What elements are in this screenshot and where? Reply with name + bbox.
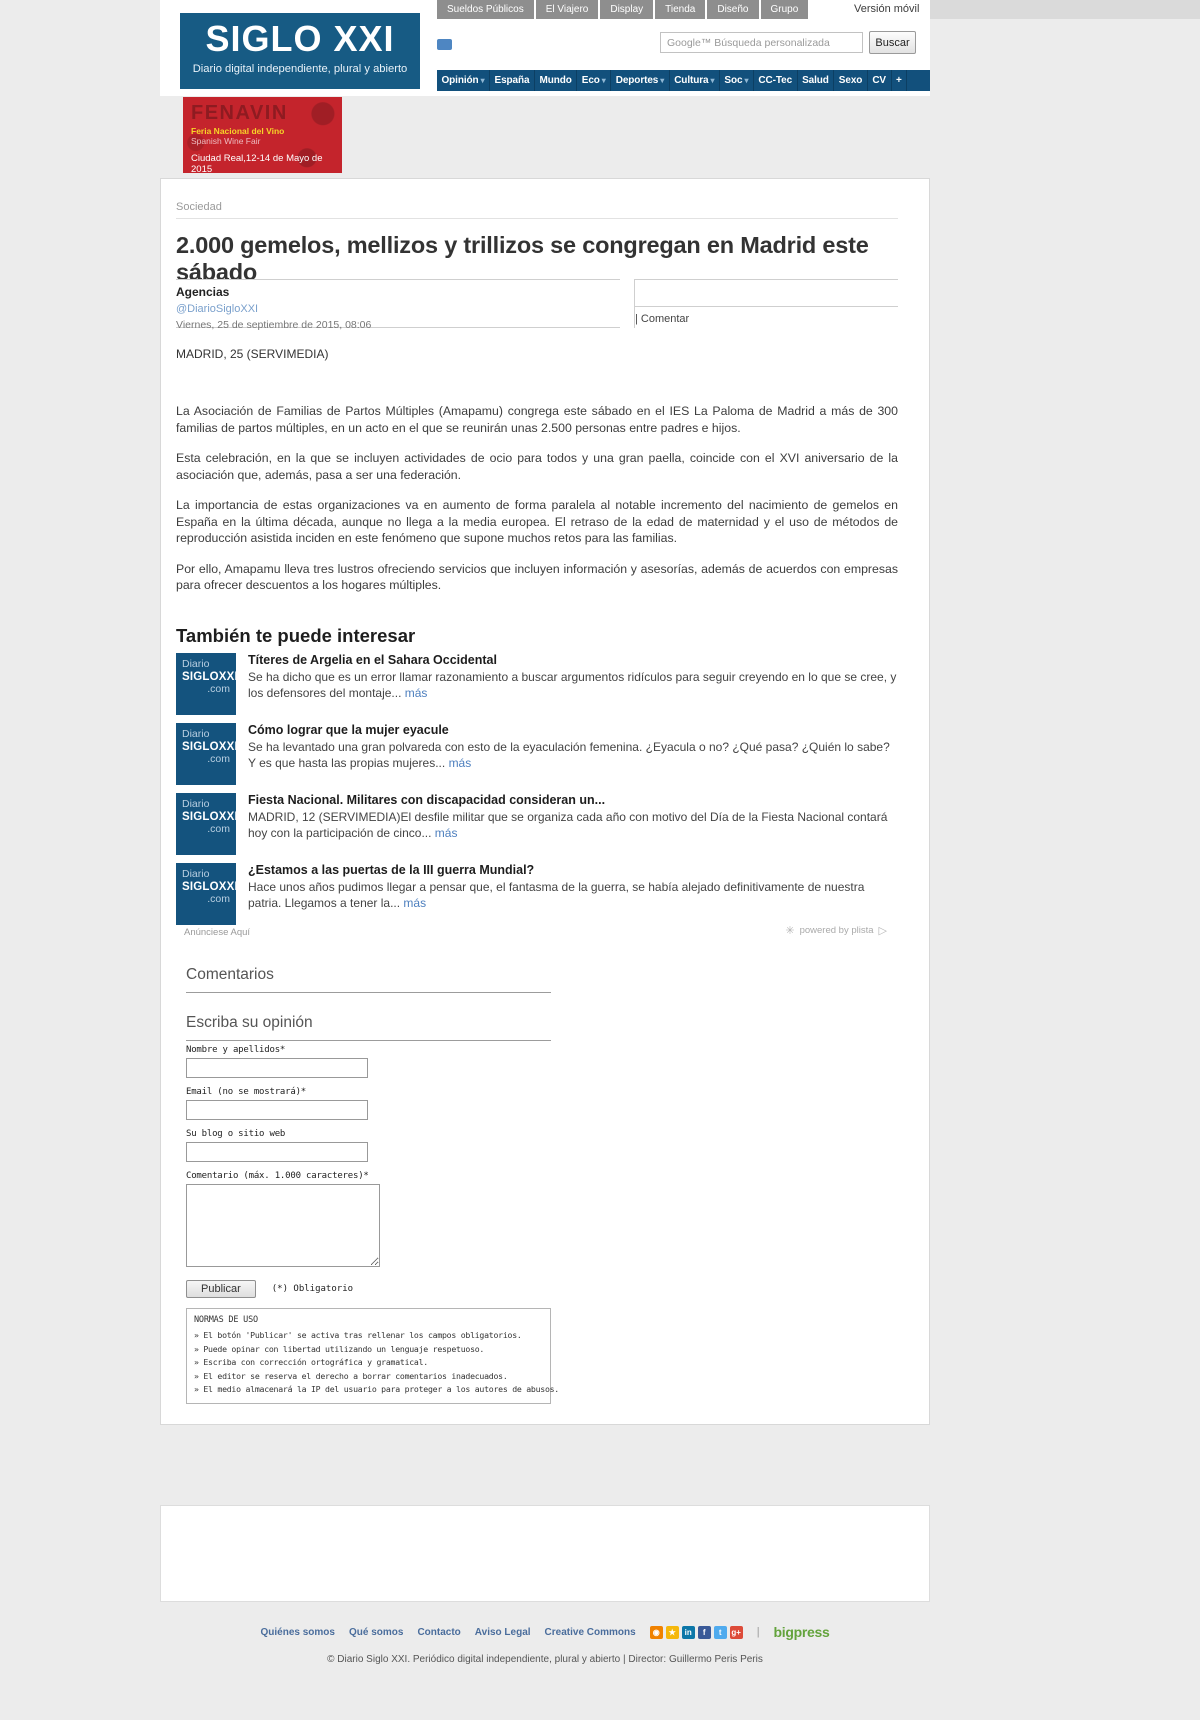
thumb-brand-line: Diario [182, 728, 210, 740]
rule-line: » Escriba con corrección ortográfica y gramatical. [194, 1357, 428, 1367]
related-text: Se ha dicho que es un error llamar razonamiento a buscar argumentos ridículos para seguir creyendo en lo que se cree, y los defensores del montaje... más [248, 670, 897, 700]
nav-item-opinion[interactable]: Opinión ▾ [437, 70, 490, 91]
site-logo[interactable] [180, 13, 420, 89]
plista-attribution [785, 924, 887, 937]
fenavin-ad-banner[interactable] [183, 97, 342, 173]
topbar-link-diseno[interactable]: Diseño [707, 0, 758, 19]
rss-icon[interactable]: ◉ [650, 1626, 663, 1639]
facebook-icon[interactable]: f [698, 1626, 711, 1639]
twitter-handle-link[interactable]: @DiarioSigloXXI [176, 303, 259, 315]
more-link[interactable]: más [434, 825, 458, 840]
google-plus-icon[interactable]: g+ [731, 1627, 741, 1637]
article-paragraph: La importancia de estas organizaciones va en aumento de forma paralela al notable incremento del nacimiento de gemelos en España en la última década, aunque no llega a la media europea. El retraso de la edad de maternidad y el uso de métodos de reproducción asistida inciden en este fenómeno que supone muchos retos para las familias. [176, 498, 898, 545]
text-input-nombre-y-apellidos[interactable] [186, 1058, 368, 1078]
thumb-brand-line: SIGLOXXI [182, 881, 238, 893]
nav-item-cc-tec[interactable]: CC-Tec [754, 70, 798, 91]
rules-list [194, 1329, 559, 1397]
topbar-link-el-viajero[interactable]: El Viajero [536, 0, 599, 19]
byline-author-block [176, 279, 620, 331]
nav-item-mundo[interactable]: Mundo [535, 70, 577, 91]
divider [176, 218, 898, 219]
topbar-link-grupo[interactable]: Grupo [761, 0, 809, 19]
ad-line: Spanish Wine Fair [191, 136, 261, 146]
footer-link-aviso-legal[interactable]: Aviso Legal [474, 1626, 531, 1638]
nav-item-deportes[interactable]: Deportes ▾ [611, 70, 669, 91]
plista-label: powered by plista [799, 925, 874, 936]
nav-item-cultura[interactable]: Cultura ▾ [670, 70, 720, 91]
chevron-down-icon: ▾ [601, 76, 606, 85]
logo-title: SIGLO XXI [205, 18, 395, 59]
dateline: MADRID, 25 (SERVIMEDIA) [176, 347, 329, 361]
more-link[interactable]: más [403, 895, 427, 910]
field-label-su-blog-o-sitio-web: Su blog o sitio web [186, 1129, 286, 1139]
comment-link[interactable]: | Comentar [635, 306, 898, 325]
chevron-down-icon: ▾ [480, 76, 485, 85]
nav-item-espana[interactable]: España [490, 70, 535, 91]
publish-date: Viernes, 25 de septiembre de 2015, 08:06 [176, 319, 372, 331]
logo-subtitle: Diario digital independiente, plural y abierto [192, 63, 408, 75]
related-thumbnail[interactable] [176, 723, 236, 785]
footer-link-que-somos[interactable]: Qué somos [348, 1626, 404, 1638]
article-paragraph: La Asociación de Familias de Partos Múltiples (Amapamu) congrega este sábado en el IES La Paloma de Madrid a más de 300 familias de partos múltiples, en un acto en el que se reunirán unas 2.500 personas entre padres e hijos. [176, 404, 898, 435]
field-label-nombre-y-apellidos: Nombre y apellidos* [186, 1045, 286, 1055]
related-title[interactable]: Cómo lograr que la mujer eyacule [248, 723, 449, 737]
field-label-email-no-se-mostrara: Email (no se mostrará)* [186, 1087, 307, 1097]
search-input[interactable] [660, 32, 863, 53]
form-fields [186, 1045, 566, 1267]
related-thumbnail[interactable] [176, 863, 236, 925]
related-title[interactable]: Títeres de Argelia en el Sahara Occidental [248, 653, 497, 667]
thumb-brand-line: .com [207, 893, 230, 905]
comment-form [186, 1045, 566, 1404]
article-title: 2.000 gemelos, mellizos y trillizos se congregan en Madrid este sábado [176, 232, 869, 285]
topbar-link-display[interactable]: Display [600, 0, 653, 19]
twitter-icon[interactable]: t [714, 1626, 727, 1639]
article-card [160, 178, 930, 1425]
nav-item-more[interactable]: + [892, 70, 908, 91]
bookmark-star-icon[interactable]: ★ [666, 1626, 679, 1639]
ad-line: Ciudad Real,12-14 de Mayo de 2015 [191, 153, 323, 175]
linkedin-icon[interactable]: in [682, 1626, 695, 1639]
more-link[interactable]: más [404, 685, 428, 700]
related-text: Se ha levantado una gran polvareda con esto de la eyaculación femenina. ¿Eyacula o no? ¿Qué pasa? ¿Quién lo sabe? Y es que hasta las propias mujeres... más [248, 740, 890, 770]
main-nav [437, 70, 930, 91]
footer-link-quienes-somos[interactable]: Quiénes somos [260, 1626, 335, 1638]
rule-line: » El editor se reserva el derecho a borrar comentarios inadecuados. [194, 1370, 508, 1381]
search-button[interactable]: Buscar [869, 31, 916, 54]
publish-button[interactable]: Publicar [186, 1280, 256, 1298]
rule-line: » El botón 'Publicar' se activa tras rellenar los campos obligatorios. [194, 1330, 522, 1340]
text-input-su-blog-o-sitio-web[interactable] [186, 1142, 368, 1162]
article-body [176, 403, 898, 608]
nav-item-cv[interactable]: CV [868, 70, 892, 91]
comments-heading: Comentarios [186, 966, 551, 993]
more-link[interactable]: más [448, 755, 472, 770]
byline [176, 279, 898, 331]
topbar-link-tienda[interactable]: Tienda [655, 0, 705, 19]
chevron-down-icon: ▾ [710, 76, 715, 85]
thumb-brand-line: SIGLOXXI [182, 811, 238, 823]
thumb-brand-line: Diario [182, 868, 210, 880]
bigpress-logo[interactable]: bigpress [773, 1624, 830, 1640]
plista-icon[interactable]: ✳ [785, 925, 795, 937]
nav-item-salud[interactable]: Salud [798, 70, 835, 91]
rule-line: » El medio almacenará la IP del usuario para proteger a los autores de abusos. [194, 1384, 559, 1394]
rule-line: » Puede opinar con libertad utilizando un lenguaje respetuoso. [194, 1343, 485, 1354]
chevron-down-icon: ▾ [744, 76, 749, 85]
play-icon[interactable]: ▷ [878, 925, 887, 937]
footer-card [160, 1505, 930, 1602]
related-text: MADRID, 12 (SERVIMEDIA)El desfile militar que se organiza cada año con motivo del Día de la Fiesta Nacional contará hoy con la participación de cinco... más [248, 810, 888, 840]
nav-item-soc[interactable]: Soc ▾ [720, 70, 754, 91]
footer-link-creative-commons[interactable]: Creative Commons [544, 1626, 636, 1638]
bookmark-icon[interactable] [437, 39, 452, 50]
nav-item-sexo[interactable]: Sexo [834, 70, 868, 91]
breadcrumb-section: Sociedad [176, 201, 222, 213]
related-text: Hace unos años pudimos llegar a pensar que, el fantasma de la guerra, se había alejado definitivamente de nuestra patria. Llegamos a tener la... más [248, 880, 865, 910]
thumb-brand-line: .com [207, 683, 230, 695]
article-paragraph: Esta celebración, en la que se incluyen actividades de ocio para todos y una gran paella, coincide con el XVI aniversario de la asociación que, además, pasa a ser una federación. [176, 451, 898, 482]
ad-line: Feria Nacional del Vino [191, 126, 285, 136]
social-icons [650, 1626, 743, 1639]
footer-link-contacto[interactable]: Contacto [417, 1626, 461, 1638]
thumb-brand-line: SIGLOXXI [182, 741, 238, 753]
related-heading: También te puede interesar [176, 625, 416, 646]
footer-nav [160, 1624, 930, 1640]
thumb-brand-line: SIGLOXXI [182, 671, 238, 683]
related-title[interactable]: Fiesta Nacional. Militares con discapacidad consideran un... [248, 793, 606, 807]
required-note: (*) Obligatorio [271, 1284, 354, 1294]
related-item [176, 863, 898, 925]
related-list [176, 653, 898, 933]
text-input-email-no-se-mostrara[interactable] [186, 1100, 368, 1120]
nav-item-eco[interactable]: Eco ▾ [577, 70, 611, 91]
publish-row [186, 1280, 566, 1298]
chevron-down-icon: ▾ [660, 76, 665, 85]
related-item [176, 723, 898, 785]
mobile-version-link[interactable]: Versión móvil [854, 3, 920, 15]
footer-links [261, 1627, 636, 1638]
rules-box [186, 1308, 559, 1404]
topbar-link-sueldos-publicos[interactable]: Sueldos Públicos [437, 0, 534, 19]
related-title[interactable]: ¿Estamos a las puertas de la III guerra Mundial? [248, 863, 535, 877]
author-name: Agencias [176, 285, 230, 299]
ad-title: FENAVIN [191, 102, 288, 124]
comment-textarea[interactable] [186, 1184, 380, 1267]
field-label-comentario-max-1-000-caracteres: Comentario (máx. 1.000 caracteres)* [186, 1171, 369, 1181]
related-thumbnail[interactable] [176, 653, 236, 715]
thumb-brand-line: .com [207, 753, 230, 765]
thumb-brand-line: Diario [182, 798, 210, 810]
topbar-links [437, 0, 808, 19]
copyright: © Diario Siglo XXI. Periódico digital independiente, plural y abierto | Director: Guillermo Peris Peris [327, 1654, 763, 1665]
related-thumbnail[interactable] [176, 793, 236, 855]
thumb-brand-line: .com [207, 823, 230, 835]
opinion-form-heading: Escriba su opinión [186, 1014, 551, 1041]
byline-actions [635, 279, 898, 328]
advertise-here-link[interactable]: Anúnciese Aquí [184, 927, 251, 938]
article-paragraph: Por ello, Amapamu lleva tres lustros ofreciendo servicios que incluyen información y asesorías, además de acuerdos con empresas para ofrecer descuentos a los hogares múltiples. [176, 561, 898, 592]
related-item [176, 793, 898, 855]
rules-title: NORMAS DE USO [194, 1315, 258, 1325]
thumb-brand-line: Diario [182, 658, 210, 670]
divider: | [756, 1626, 760, 1638]
related-item [176, 653, 898, 715]
